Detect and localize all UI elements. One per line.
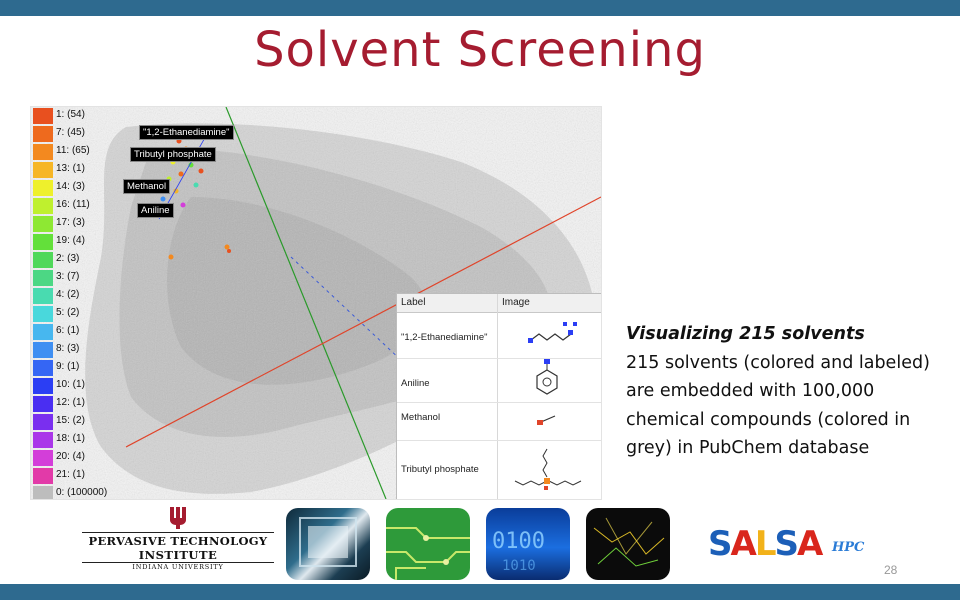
- legend-swatch: [33, 450, 53, 466]
- legend-label: 7: (45): [56, 127, 85, 138]
- legend-item: [31, 215, 119, 233]
- legend-swatch: [33, 396, 53, 412]
- legend-swatch: [33, 216, 53, 232]
- svg-text:1010: 1010: [502, 558, 536, 574]
- legend-item: [31, 305, 119, 323]
- table-header-image: Image: [498, 294, 601, 313]
- legend-label: 5: (2): [56, 307, 80, 318]
- point-cloud-visualization: [30, 106, 602, 500]
- legend-item: [31, 197, 119, 215]
- pti-university: INDIANA UNIVERSITY: [132, 563, 224, 571]
- methanol-structure-icon: [537, 416, 555, 425]
- legend-label: 4: (2): [56, 289, 80, 300]
- binary-code-photo: [486, 508, 570, 580]
- legend-item: [31, 323, 119, 341]
- legend-swatch: [33, 486, 53, 500]
- legend-item: [31, 107, 119, 125]
- tributyl-phosphate-structure-icon: [515, 449, 581, 490]
- table-row-label: Methanol: [401, 412, 441, 423]
- legend-label: 9: (1): [56, 361, 80, 372]
- legend-swatch: [33, 108, 53, 124]
- legend-item: [31, 125, 119, 143]
- salsa-hpc-suffix: HPC: [832, 540, 865, 555]
- point-label-tributyl-phosphate: Tributyl phosphate: [130, 147, 216, 162]
- legend-swatch: [33, 324, 53, 340]
- pti-name-line2: INSTITUTE: [138, 548, 218, 562]
- legend-label: 21: (1): [56, 469, 85, 480]
- legend-label: 11: (65): [56, 145, 90, 156]
- bottom-bar: [0, 584, 960, 600]
- aniline-structure-icon: [537, 359, 557, 394]
- pti-name-line1: PERVASIVE TECHNOLOGY: [88, 534, 268, 548]
- legend-item: [31, 413, 119, 431]
- legend-item: [31, 485, 119, 500]
- legend-item: [31, 287, 119, 305]
- legend-swatch: [33, 162, 53, 178]
- legend-item: [31, 431, 119, 449]
- legend-label: 0: (100000): [56, 487, 108, 498]
- legend: [31, 107, 119, 500]
- legend-item: [31, 143, 119, 161]
- legend-label: 16: (11): [56, 199, 90, 210]
- svg-text:0100: 0100: [492, 529, 545, 554]
- legend-label: 14: (3): [56, 181, 85, 192]
- legend-label: 1: (54): [56, 109, 85, 120]
- legend-swatch: [33, 288, 53, 304]
- page-number: 28: [884, 563, 898, 577]
- legend-label: 12: (1): [56, 397, 85, 408]
- legend-label: 13: (1): [56, 163, 85, 174]
- legend-label: 6: (1): [56, 325, 80, 336]
- server-rack-photo: [286, 508, 370, 580]
- point-label-ethanediamine: "1,2-Ethanediamine": [139, 125, 234, 140]
- description: [626, 320, 936, 463]
- legend-swatch: [33, 306, 53, 322]
- legend-label: 3: (7): [56, 271, 80, 282]
- legend-item: [31, 341, 119, 359]
- table-header-label: Label: [397, 294, 502, 313]
- legend-label: 19: (4): [56, 235, 85, 246]
- legend-label: 8: (3): [56, 343, 80, 354]
- legend-swatch: [33, 198, 53, 214]
- legend-item: [31, 395, 119, 413]
- legend-swatch: [33, 144, 53, 160]
- legend-item: [31, 449, 119, 467]
- legend-swatch: [33, 234, 53, 250]
- top-bar: [0, 0, 960, 16]
- legend-swatch: [33, 414, 53, 430]
- legend-swatch: [33, 378, 53, 394]
- legend-item: [31, 161, 119, 179]
- point-label-aniline: Aniline: [137, 203, 174, 218]
- legend-swatch: [33, 126, 53, 142]
- legend-swatch: [33, 180, 53, 196]
- legend-item: [31, 251, 119, 269]
- description-title: Visualizing 215 solvents: [626, 324, 865, 344]
- legend-item: [31, 179, 119, 197]
- molecule-images: [499, 294, 599, 500]
- legend-swatch: [33, 270, 53, 286]
- legend-label: 2: (3): [56, 253, 80, 264]
- legend-item: [31, 269, 119, 287]
- pti-logo: [80, 504, 276, 574]
- legend-label: 10: (1): [56, 379, 85, 390]
- point-label-methanol: Methanol: [123, 179, 170, 194]
- legend-label: 17: (3): [56, 217, 85, 228]
- legend-item: [31, 377, 119, 395]
- legend-swatch: [33, 252, 53, 268]
- label-image-table: [396, 293, 602, 500]
- iu-trident-icon: [164, 504, 192, 532]
- legend-swatch: [33, 342, 53, 358]
- legend-swatch: [33, 360, 53, 376]
- legend-swatch: [33, 432, 53, 448]
- slide-title: Solvent Screening: [254, 22, 706, 78]
- salsa-wordmark: SALSA: [708, 524, 822, 564]
- legend-item: [31, 467, 119, 485]
- legend-item: [31, 359, 119, 377]
- table-row-label: Aniline: [401, 378, 430, 389]
- table-row-label: Tributyl phosphate: [401, 464, 479, 475]
- circuit-board-photo: [386, 508, 470, 580]
- legend-item: [31, 233, 119, 251]
- table-row-label: "1,2-Ethanediamine": [401, 332, 488, 343]
- network-map-photo: [586, 508, 670, 580]
- legend-label: 15: (2): [56, 415, 85, 426]
- legend-swatch: [33, 468, 53, 484]
- ethanediamine-structure-icon: [528, 322, 577, 343]
- legend-label: 18: (1): [56, 433, 85, 444]
- description-body: 215 solvents (colored and labeled) are embedded with 100,000 chemical compounds (colored in grey) in PubChem database: [626, 352, 930, 459]
- salsa-hpc-logo: [708, 524, 878, 568]
- legend-label: 20: (4): [56, 451, 85, 462]
